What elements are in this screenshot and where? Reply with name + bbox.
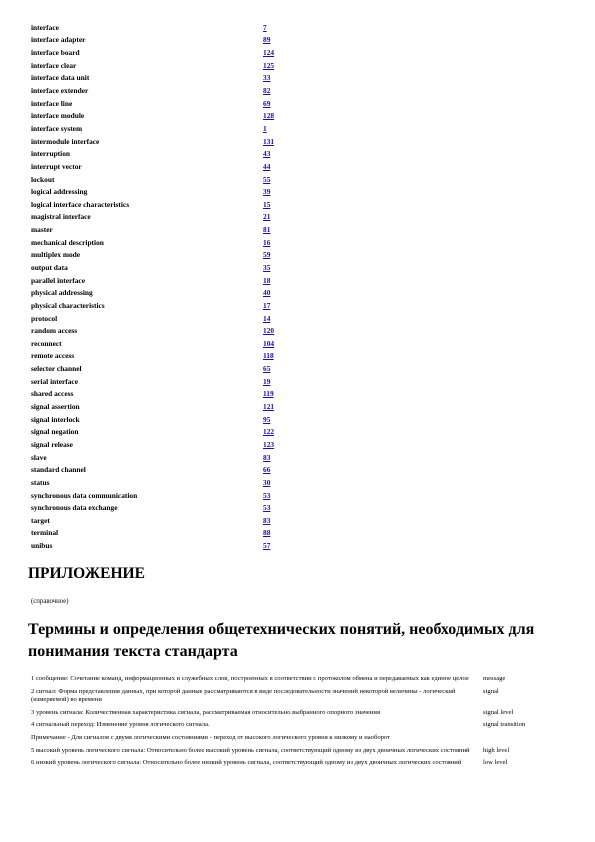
- index-row: [31, 286, 571, 299]
- index-row: [31, 324, 571, 337]
- index-term: interface board: [31, 48, 80, 58]
- index-page-link[interactable]: 21: [263, 212, 271, 222]
- definition-english-term: message: [483, 675, 506, 682]
- index-page-link[interactable]: 19: [263, 376, 271, 386]
- definition-text: 2 сигнал: Форма представления данных, при которой данные рассматриваются в виде последовательности значений некоторой величины - логический (измеряемой) во времени: [31, 687, 456, 704]
- definition-english-term: [479, 734, 483, 743]
- index-row: [31, 388, 571, 401]
- index-term: multiplex mode: [31, 250, 81, 260]
- index-page-link[interactable]: 44: [263, 161, 271, 171]
- index-row: [31, 185, 571, 198]
- index-page-link[interactable]: 118: [263, 351, 274, 361]
- definition-row: [31, 688, 571, 705]
- index-page-link[interactable]: 55: [263, 174, 271, 184]
- index-term: serial interface: [31, 376, 78, 386]
- definition-text: 6 низкий уровень логического сигнала: Относительно более низкий уровень сигнала, соответствующий одному из двух двоичных логических состояний: [31, 759, 462, 767]
- definition-row: [31, 747, 571, 756]
- index-term: reconnect: [31, 338, 62, 348]
- index-row: [31, 527, 571, 540]
- index-row: [31, 438, 571, 451]
- index-page-link[interactable]: 53: [263, 490, 271, 500]
- definition-row: [31, 759, 571, 768]
- index-page-link[interactable]: 16: [263, 237, 271, 247]
- index-term: random access: [31, 326, 78, 336]
- index-page-link[interactable]: 119: [263, 389, 274, 399]
- index-row: [31, 413, 571, 426]
- index-page-link[interactable]: 120: [263, 326, 275, 336]
- index-row: [31, 109, 571, 122]
- index-row: [31, 337, 571, 350]
- index-term: physical characteristics: [31, 300, 105, 310]
- definitions-list: [31, 675, 571, 772]
- definition-english-term: signal transition: [483, 721, 526, 729]
- index-term: interface clear: [31, 60, 77, 70]
- index-page-link[interactable]: 104: [263, 338, 275, 348]
- index-row: [31, 312, 571, 325]
- definition-row: [31, 721, 571, 730]
- index-page-link[interactable]: 89: [263, 35, 271, 45]
- index-term: lockout: [31, 174, 55, 184]
- index-term: remote access: [31, 351, 75, 361]
- index-page-link[interactable]: 33: [263, 73, 271, 83]
- index-row: [31, 489, 571, 502]
- index-page-link[interactable]: 122: [263, 427, 275, 437]
- index-page-link[interactable]: 1: [263, 123, 267, 133]
- definition-text: Примечание - Для сигналов с двумя логическими состояниями - переход от высокого логического уровня к низкому и наоборот: [31, 733, 391, 741]
- definition-text: 5 высокий уровень логического сигнала: Относительно более высокий уровень сигнала, соответствующий одному из двух двоичных логических состояний: [31, 746, 470, 754]
- index-term: intermodule interface: [31, 136, 100, 146]
- index-page-link[interactable]: 30: [263, 477, 271, 487]
- definition-row: [31, 675, 571, 684]
- index-page-link[interactable]: 35: [263, 262, 271, 272]
- index-row: [31, 97, 571, 110]
- index-term: synchronous data communication: [31, 490, 138, 500]
- index-row: [31, 350, 571, 363]
- index-page-link[interactable]: 43: [263, 149, 271, 159]
- index-row: [31, 198, 571, 211]
- index-term: logical addressing: [31, 187, 88, 197]
- index-row: [31, 46, 571, 59]
- index-page-link[interactable]: 18: [263, 275, 271, 285]
- index-row: [31, 211, 571, 224]
- index-page-link[interactable]: 95: [263, 414, 271, 424]
- index-row: [31, 476, 571, 489]
- index-term: unibus: [31, 541, 53, 551]
- index-row: [31, 173, 571, 186]
- term-index: [31, 21, 571, 552]
- definition-text: 3 уровень сигнала: Количественная характеристика сигнала, рассматриваемая относительно выбранного опорного значения: [31, 708, 380, 716]
- index-page-link[interactable]: 14: [263, 313, 271, 323]
- index-row: [31, 261, 571, 274]
- index-term: terminal: [31, 528, 59, 538]
- index-term: shared access: [31, 389, 74, 399]
- index-term: signal release: [31, 439, 73, 449]
- index-term: status: [31, 477, 50, 487]
- index-term: signal negation: [31, 427, 79, 437]
- index-term: interface adapter: [31, 35, 86, 45]
- index-term: interface module: [31, 111, 85, 121]
- definition-english-term: low level: [483, 759, 508, 767]
- index-row: [31, 21, 571, 34]
- index-page-link[interactable]: 57: [263, 541, 271, 551]
- index-page-link[interactable]: 131: [263, 136, 275, 146]
- index-term: logical interface characteristics: [31, 199, 130, 209]
- index-term: interface extender: [31, 86, 89, 96]
- index-page-link[interactable]: 83: [263, 452, 271, 462]
- index-row: [31, 400, 571, 413]
- index-page-link[interactable]: 39: [263, 187, 271, 197]
- index-term: magistral interface: [31, 212, 91, 222]
- index-row: [31, 426, 571, 439]
- index-term: parallel interface: [31, 275, 85, 285]
- index-term: signal interlock: [31, 414, 80, 424]
- index-row: [31, 375, 571, 388]
- index-row: [31, 223, 571, 236]
- index-row: [31, 72, 571, 85]
- index-term: interrupt vector: [31, 161, 82, 171]
- index-row: [31, 299, 571, 312]
- index-page-link[interactable]: 123: [263, 439, 275, 449]
- index-row: [31, 84, 571, 97]
- index-page-link[interactable]: 65: [263, 364, 271, 374]
- index-page-link[interactable]: 121: [263, 402, 275, 412]
- index-term: signal assertion: [31, 402, 80, 412]
- index-row: [31, 539, 571, 552]
- index-term: interface system: [31, 123, 83, 133]
- section-title: Термины и определения общетехнических понятий, необходимых для понимания текста стандарта: [28, 621, 535, 660]
- index-term: output data: [31, 262, 68, 272]
- index-page-link[interactable]: 125: [263, 60, 275, 70]
- index-page-link[interactable]: 53: [263, 503, 271, 513]
- index-page-link[interactable]: 128: [263, 111, 275, 121]
- index-page-link[interactable]: 15: [263, 199, 271, 209]
- definition-english-term: signal level: [483, 708, 514, 716]
- definition-text: 1 сообщение: Сочетание команд, информационных и служебных слов, построенных в соответствии с протоколом обмена и передаваемых как единое целое: [31, 675, 469, 682]
- index-term: master: [31, 225, 53, 235]
- index-term: interface line: [31, 98, 73, 108]
- index-term: interface data unit: [31, 73, 90, 83]
- index-row: [31, 514, 571, 527]
- index-row: [31, 501, 571, 514]
- index-term: mechanical description: [31, 237, 104, 247]
- index-page-link[interactable]: 88: [263, 528, 271, 538]
- index-page-link[interactable]: 81: [263, 225, 271, 235]
- index-row: [31, 463, 571, 476]
- index-term: target: [31, 515, 50, 525]
- definition-row: [31, 709, 571, 718]
- index-row: [31, 34, 571, 47]
- index-page-link[interactable]: 66: [263, 465, 271, 475]
- index-term: selector channel: [31, 364, 82, 374]
- index-term: interface: [31, 22, 59, 32]
- definition-english-term: signal: [483, 687, 499, 695]
- index-term: standard channel: [31, 465, 86, 475]
- index-term: physical addressing: [31, 288, 93, 298]
- index-row: [31, 135, 571, 148]
- definition-english-term: high level: [483, 746, 510, 754]
- index-page-link[interactable]: 17: [263, 300, 271, 310]
- appendix-note: (справочное): [31, 598, 69, 605]
- index-page-link[interactable]: 83: [263, 515, 271, 525]
- index-page-link[interactable]: 40: [263, 288, 271, 298]
- definition-row: [31, 734, 571, 743]
- definition-text: 4 сигнальный переход: Изменение уровня логического сигнала.: [31, 721, 210, 729]
- index-row: [31, 249, 571, 262]
- appendix-title: ПРИЛОЖЕНИЕ: [28, 565, 145, 582]
- index-term: slave: [31, 452, 47, 462]
- index-page-link[interactable]: 59: [263, 250, 271, 260]
- index-row: [31, 274, 571, 287]
- index-term: protocol: [31, 313, 58, 323]
- index-row: [31, 236, 571, 249]
- index-row: [31, 122, 571, 135]
- index-row: [31, 451, 571, 464]
- index-page-link[interactable]: 82: [263, 86, 271, 96]
- index-row: [31, 362, 571, 375]
- index-row: [31, 59, 571, 72]
- index-row: [31, 147, 571, 160]
- index-page-link[interactable]: 69: [263, 98, 271, 108]
- index-term: synchronous data exchange: [31, 503, 118, 513]
- index-page-link[interactable]: 124: [263, 48, 275, 58]
- index-row: [31, 160, 571, 173]
- index-page-link[interactable]: 7: [263, 22, 267, 32]
- index-term: interruption: [31, 149, 71, 159]
